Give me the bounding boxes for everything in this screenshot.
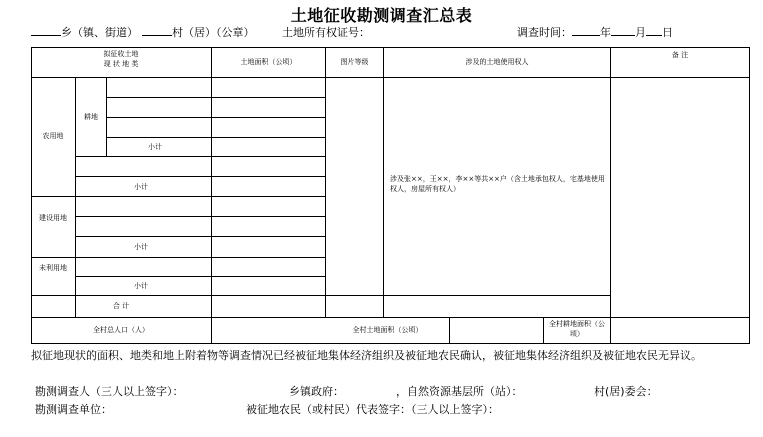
table-border-right	[749, 47, 750, 344]
confirmation-statement: 拟征地现状的面积、地类和地上附着物等调查情况已经被征地集体经济组织及被征地农民确认，被征地集体经济组织及被征地农民无异议。	[31, 349, 702, 362]
row-label-unused: 未利用地	[39, 264, 67, 272]
farmer-rep-label: 被征地农民（或村民）代表签字：（三人以上签字）：	[246, 403, 499, 416]
resource-office-label: ，自然资源基层所（站）：	[396, 385, 523, 398]
col-header-land-type-line1: 拟征收土地	[103, 50, 139, 58]
subtotal-agricultural: 小计	[134, 183, 148, 191]
col-line-bottom-2	[543, 317, 544, 344]
village-cultivated-area-label: 全村耕地面积（公顷）	[549, 320, 605, 338]
row-line-12	[31, 317, 750, 318]
row-label-agricultural: 农用地	[42, 132, 64, 140]
township-gov-label: 乡镇政府：	[289, 385, 344, 398]
township-field	[31, 24, 138, 40]
rights-holders-content: 涉及张××，王××，李××等共××户（含土地承包权人，宅基地使用权人，房屋所有权人）	[390, 175, 605, 193]
certificate-field	[282, 24, 370, 40]
village-field	[142, 24, 255, 40]
col-line-holders	[383, 47, 384, 317]
subtotal-construction: 小计	[134, 243, 148, 251]
survey-unit-label: 勘测调查单位：	[35, 403, 112, 416]
township-label: 乡（镇、街道）	[61, 26, 138, 39]
row-line-4	[75, 156, 326, 157]
surveyor-signature-label: 勘测调查人（三人以上签字）：	[35, 385, 184, 398]
survey-time-field	[517, 24, 673, 40]
subtotal-cultivated: 小计	[148, 143, 162, 151]
month-blank[interactable]	[611, 25, 635, 36]
table-border-bottom	[31, 343, 750, 344]
total-label: 合 计	[112, 302, 130, 310]
col-header-area: 土地面积（公顷）	[240, 58, 297, 66]
day-label: 日	[662, 26, 673, 39]
row-line-2	[106, 117, 326, 118]
col-header-remarks: 备 注	[671, 51, 689, 59]
row-line-11	[31, 295, 611, 296]
year-label: 年	[600, 26, 611, 39]
year-blank[interactable]	[572, 25, 600, 36]
col-line-bottom-1	[449, 317, 450, 344]
col-header-land-type-line2: 现 状 地 类	[103, 60, 139, 68]
certificate-label: 土地所有权证号：	[282, 26, 370, 39]
col-header-rights-holders: 涉及的土地使用权人	[465, 58, 529, 66]
row-line-3	[106, 137, 326, 138]
township-blank[interactable]	[31, 25, 61, 36]
village-land-area-label: 全村土地面积（公顷）	[352, 326, 423, 334]
day-blank[interactable]	[646, 25, 662, 36]
row-label-cultivated: 耕地	[84, 113, 98, 121]
row-line-9	[31, 257, 326, 258]
col-header-map-no: 图片等级	[340, 58, 369, 66]
row-line-7	[75, 216, 326, 217]
col-line-remarks	[610, 47, 611, 344]
village-blank[interactable]	[142, 25, 172, 36]
village-label: 村（居）（公章）	[172, 26, 255, 39]
row-label-construction: 建设用地	[39, 214, 67, 222]
col-header-land-type	[31, 49, 211, 69]
row-line-6	[31, 196, 326, 197]
row-line-8	[75, 236, 326, 237]
month-label: 月	[635, 26, 646, 39]
header-row-line	[31, 77, 750, 78]
row-line-5	[75, 176, 326, 177]
subtotal-unused: 小计	[134, 282, 148, 290]
survey-time-label: 调查时间：	[517, 26, 572, 39]
village-committee-label: 村(居)委会：	[594, 385, 658, 398]
village-population-label: 全村总人口（人）	[93, 326, 149, 334]
table-border-top	[31, 47, 750, 48]
row-line-1	[106, 97, 326, 98]
row-line-10	[75, 276, 326, 277]
page-title: 土地征收勘测调查汇总表	[290, 6, 473, 25]
